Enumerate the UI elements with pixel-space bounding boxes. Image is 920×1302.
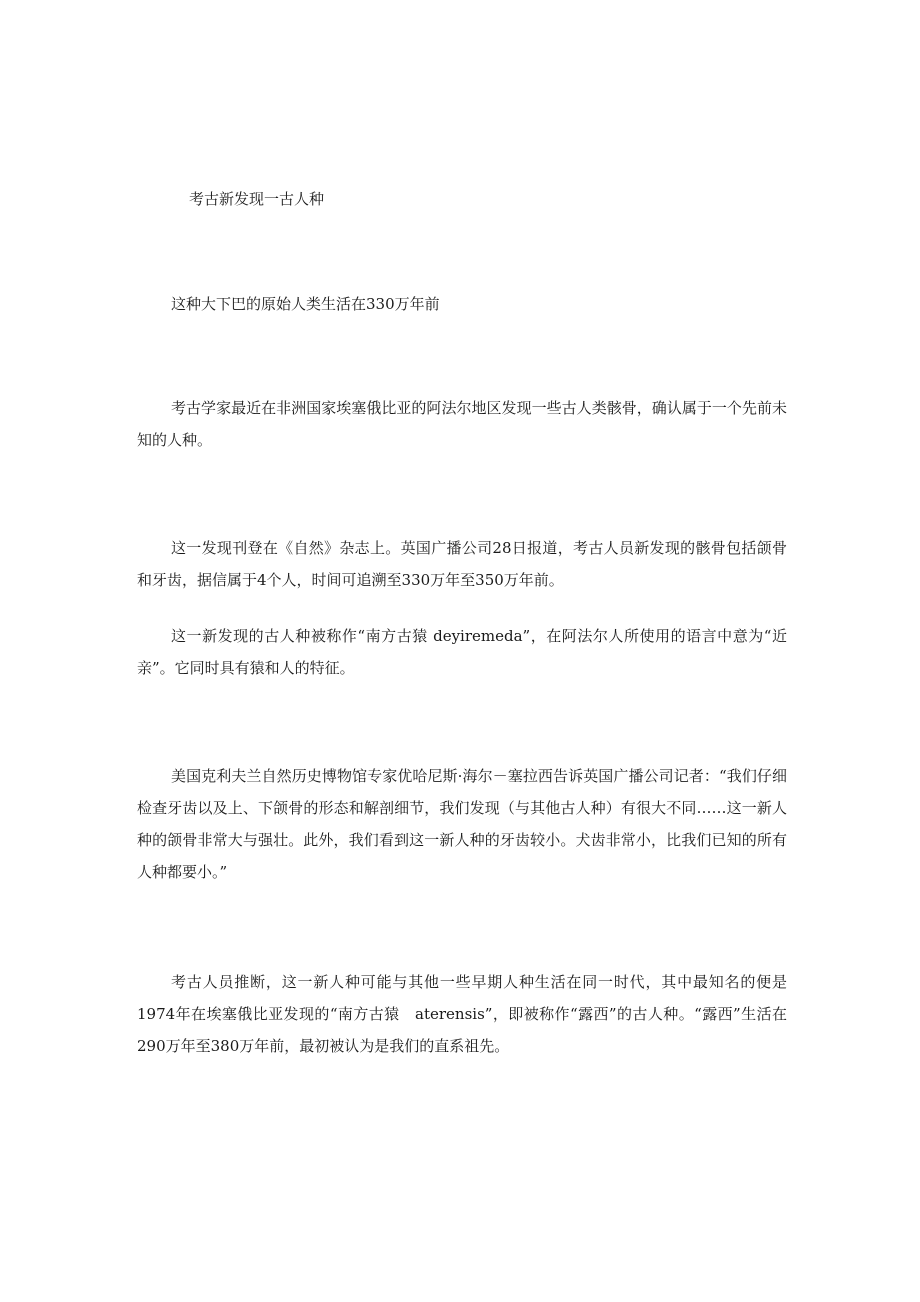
paragraph-expert-quote: 美国克利夫兰自然历史博物馆专家优哈尼斯·海尔－塞拉西告诉英国广播公司记者：“我们仔细检查牙齿以及上、下颌骨的形态和解剖细节，我们发现（与其他古人种）有很大不同……这一新人种的颌骨非常大与强壮。此外，我们看到这一新人种的牙齿较小。犬齿非常小，比我们已知的所有人种都要小。” (137, 767, 787, 881)
paragraph-naming: 这一新发现的古人种被称作“南方古猿 deyiremeda”，在阿法尔人所使用的语言中意为“近亲”。它同时具有猿和人的特征。 (137, 627, 787, 677)
paragraph-contemporaries: 考古人员推断，这一新人种可能与其他一些早期人种生活在同一时代，其中最知名的便是1974年在埃塞俄比亚发现的“南方古猿 aterensis”，即被称作“露西”的古人种。“露西”生活在290万年至380万年前，最初被认为是我们的直系祖先。 (137, 973, 787, 1055)
paragraph-publication: 这一发现刊登在《自然》杂志上。英国广播公司28日报道，考古人员新发现的骸骨包括颌骨和牙齿，据信属于4个人，时间可追溯至330万年至350万年前。 (137, 539, 787, 589)
document-title: 考古新发现一古人种 (189, 190, 325, 208)
paragraph-discovery: 考古学家最近在非洲国家埃塞俄比亚的阿法尔地区发现一些古人类骸骨，确认属于一个先前未知的人种。 (137, 399, 787, 449)
document-subtitle: 这种大下巴的原始人类生活在330万年前 (171, 295, 440, 313)
